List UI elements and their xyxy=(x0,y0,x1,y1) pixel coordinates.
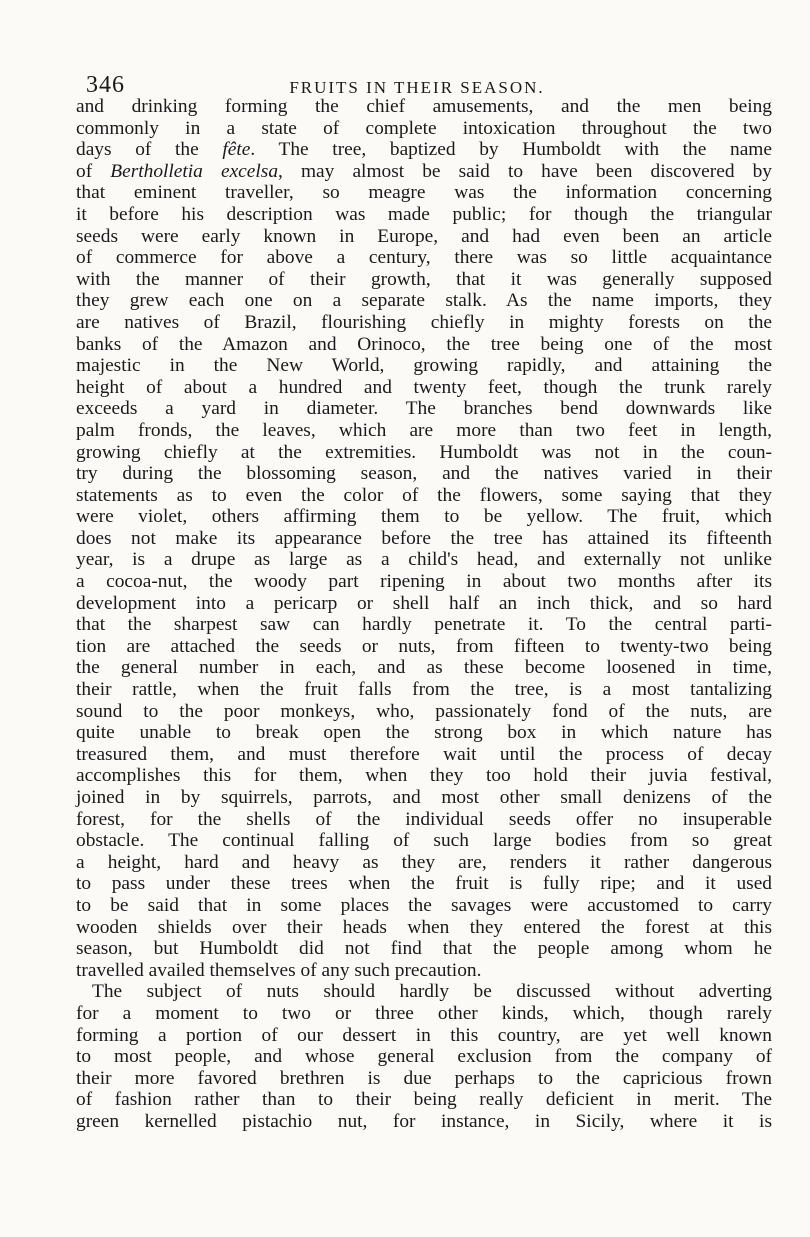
text-line: sound to the poor monkeys, who, passionately fond of the nuts, are xyxy=(76,700,772,722)
text-line: development into a pericarp or shell half an inch thick, and so hard xyxy=(76,592,772,614)
text-line: with the manner of their growth, that it was generally supposed xyxy=(76,268,772,290)
text-line: forming a portion of our dessert in this country, are yet well known xyxy=(76,1024,772,1046)
text-line: to most people, and whose general exclusion from the company of xyxy=(76,1046,772,1068)
text-line: quite unable to break open the strong box in which nature has xyxy=(76,722,772,744)
text-line: growing chiefly at the extremities. Humboldt was not in the coun- xyxy=(76,441,772,463)
text-line: to pass under these trees when the fruit is fully ripe; and it used xyxy=(76,873,772,895)
text-line: a height, hard and heavy as they are, renders it rather dangerous xyxy=(76,851,772,873)
text-line: season, but Humboldt did not find that the people among whom he xyxy=(76,938,772,960)
text-line: that the sharpest saw can hardly penetrate it. To the central parti- xyxy=(76,614,772,636)
text-line: for a moment to two or three other kinds, which, though rarely xyxy=(76,1002,772,1024)
text-line: of commerce for above a century, there was so little acquaintance xyxy=(76,247,772,269)
text-line: year, is a drupe as large as a child's head, and externally not unlike xyxy=(76,549,772,571)
text-line: green kernelled pistachio nut, for instance, in Sicily, where it is xyxy=(76,1110,772,1132)
text-line: a cocoa-nut, the woody part ripening in about two months after its xyxy=(76,571,772,593)
paragraph-1 xyxy=(76,96,772,981)
text-line: of Bertholletia excelsa, may almost be said to have been discovered by xyxy=(76,160,772,182)
text-line: and drinking forming the chief amusements, and the men being xyxy=(76,96,772,117)
running-title: FRUITS IN THEIR SEASON. xyxy=(289,78,545,97)
text-line: seeds were early known in Europe, and had even been an article xyxy=(76,225,772,247)
text-line: were violet, others affirming them to be yellow. The fruit, which xyxy=(76,506,772,528)
body-text xyxy=(76,96,772,1133)
running-head xyxy=(62,56,772,96)
text-line: their rattle, when the fruit falls from the tree, is a most tantalizing xyxy=(76,679,772,701)
text-line: The subject of nuts should hardly be discussed without adverting xyxy=(92,981,772,1003)
text-line: commonly in a state of complete intoxication throughout the two xyxy=(76,117,772,139)
text-line: travelled availed themselves of any such precaution. xyxy=(76,959,482,981)
text-line: of fashion rather than to their being really deficient in merit. The xyxy=(76,1089,772,1111)
text-line: forest, for the shells of the individual seeds offer no insuperable xyxy=(76,808,772,830)
text-line: banks of the Amazon and Orinoco, the tree being one of the most xyxy=(76,333,772,355)
text-line: joined in by squirrels, parrots, and most other small denizens of the xyxy=(76,787,772,808)
text-line: exceeds a yard in diameter. The branches bend downwards like xyxy=(76,398,772,420)
text-line: height of about a hundred and twenty feet, though the trunk rarely xyxy=(76,376,772,398)
text-line: they grew each one on a separate stalk. As the name imports, they xyxy=(76,290,772,312)
text-line: that eminent traveller, so meagre was the information concerning xyxy=(76,182,772,204)
text-line: palm fronds, the leaves, which are more than two feet in length, xyxy=(76,419,772,441)
text-line: wooden shields over their heads when they entered the forest at this xyxy=(76,916,772,938)
text-line: days of the fête. The tree, baptized by Humboldt with the name xyxy=(76,139,772,161)
page-number: 346 xyxy=(86,72,125,98)
text-line: are natives of Brazil, flourishing chiefly in mighty forests on the xyxy=(76,311,772,333)
text-line: accomplishes this for them, when they too hold their juvia festival, xyxy=(76,765,772,787)
text-line: their more favored brethren is due perhaps to the capricious frown xyxy=(76,1067,772,1089)
text-line: majestic in the New World, growing rapidly, and attaining the xyxy=(76,355,772,377)
text-line: does not make its appearance before the tree has attained its fifteenth xyxy=(76,527,772,549)
text-line: it before his description was made public; for though the triangular xyxy=(76,203,772,225)
text-line: try during the blossoming season, and the natives varied in their xyxy=(76,463,772,485)
text-line: to be said that in some places the savages were accustomed to carry xyxy=(76,894,772,916)
paragraph-2 xyxy=(76,981,772,1132)
text-line: tion are attached the seeds or nuts, from fifteen to twenty-two being xyxy=(76,635,772,657)
text-line: statements as to even the color of the flowers, some saying that they xyxy=(76,484,772,506)
text-line: treasured them, and must therefore wait until the process of decay xyxy=(76,743,772,765)
text-line: obstacle. The continual falling of such large bodies from so great xyxy=(76,830,772,852)
text-line: the general number in each, and as these become loosened in time, xyxy=(76,657,772,679)
